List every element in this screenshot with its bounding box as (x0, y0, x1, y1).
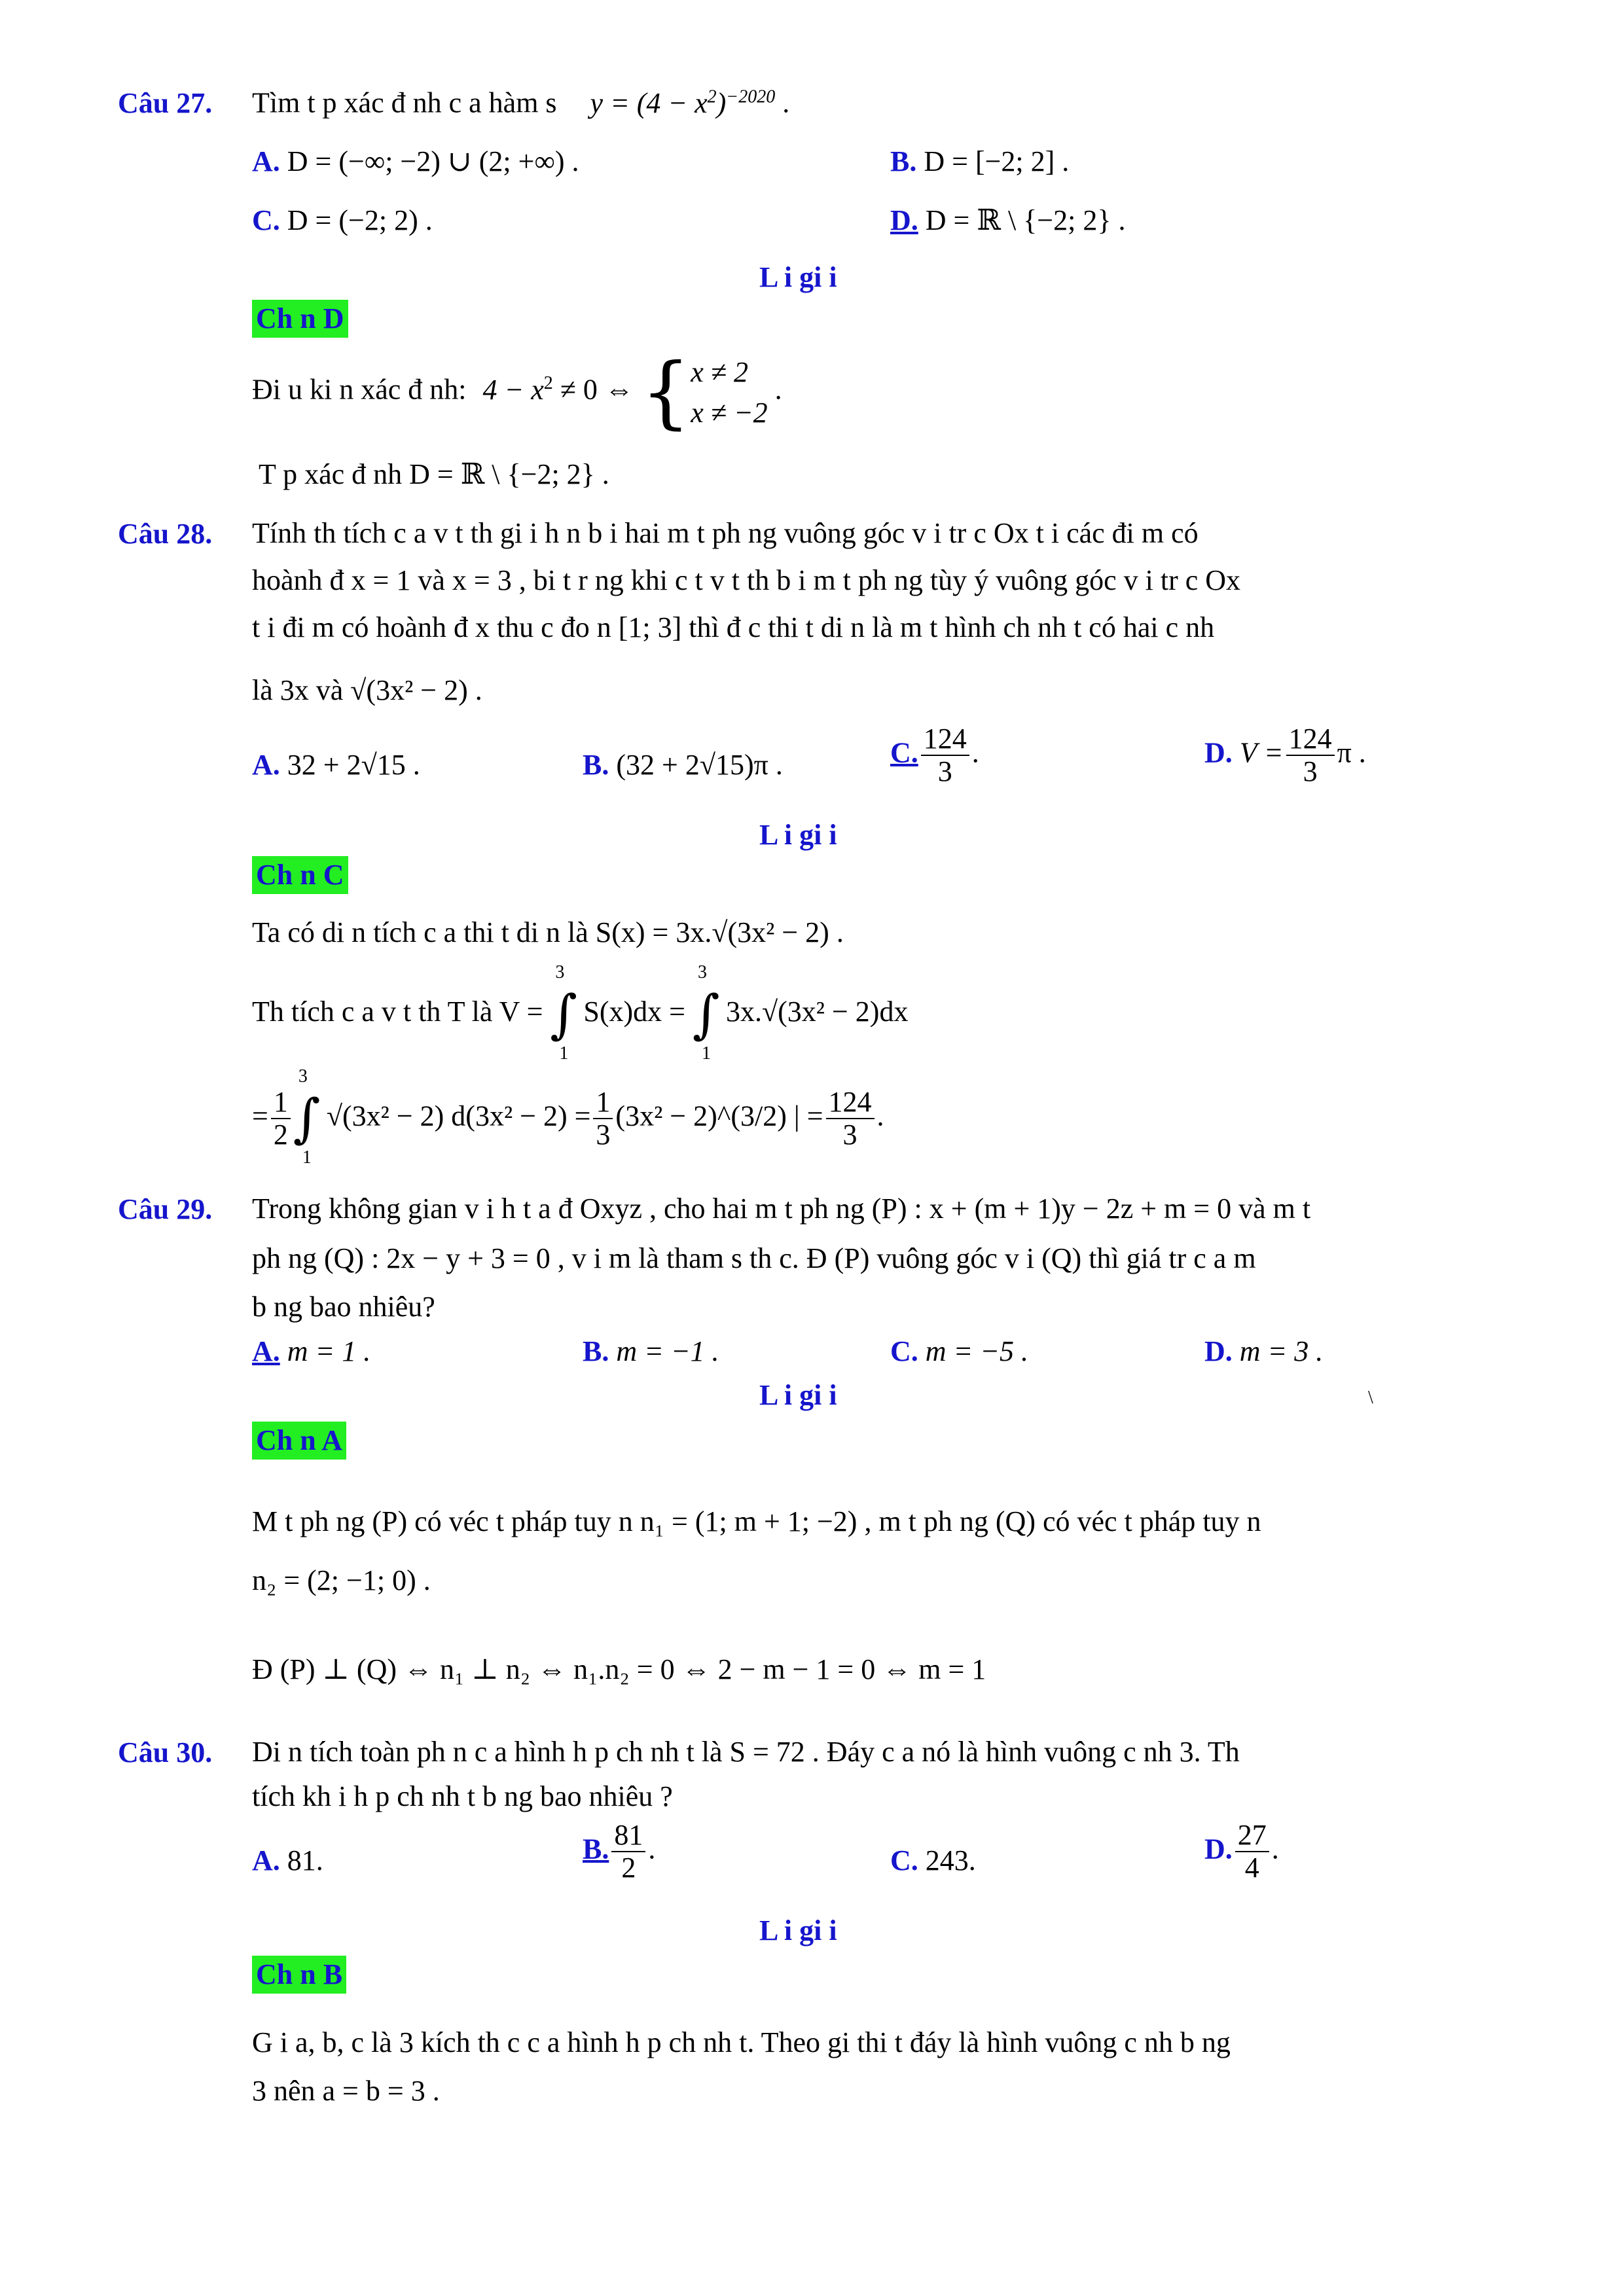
option-d-label: D. (890, 204, 918, 236)
q27-solution-condition: Đi u ki n xác đ nh: $4 - x^2 \ne 0$ ⇔ { x ≠ 2 x ≠ −2 . (252, 346, 782, 438)
q30-line-1: Di n tích toàn ph n c a hình h p ch nh t là S = 72 . Đáy c a nó là hình vuông c nh 3. Th (252, 1736, 1240, 1768)
question-30-label: Câu 30. (118, 1736, 213, 1768)
fraction-den: 3 (842, 1119, 857, 1151)
volume-end: 3x.√(3x² − 2)dx (726, 996, 909, 1028)
q30-option-b[interactable] (583, 1820, 655, 1884)
q28-line-2: hoành đ x = 1 và x = 3 , bi t r ng khi c t v t th b i m t ph ng tùy ý vuông góc v i tr c Ox (252, 564, 1241, 596)
integral-upper: 3 (555, 962, 565, 982)
option-b-label: B. (583, 1833, 609, 1865)
system-line-2: x ≠ −2 (691, 396, 768, 429)
option-b-text: D = [−2; 2] . (924, 145, 1070, 177)
system-line-1: x ≠ 2 (691, 356, 748, 388)
integral-lower: 1 (702, 1043, 711, 1064)
condition-expr: 4 − x (482, 373, 544, 406)
fraction-den: 2 (621, 1852, 636, 1884)
option-a-text: 81. (287, 1844, 323, 1876)
option-d-label: D. (1204, 1335, 1233, 1367)
option-d-post: . (1271, 1833, 1279, 1865)
q28-option-a[interactable] (252, 749, 420, 782)
fraction-num: 1 (593, 1086, 613, 1119)
q29-option-d[interactable] (1204, 1335, 1323, 1369)
fraction-den: 4 (1244, 1852, 1259, 1884)
q29-option-b[interactable] (583, 1335, 719, 1369)
q29-solution-line-2: n₂ = (2; −1; 0) . (252, 1564, 431, 1596)
q27-solution-domain: T p xác đ nh D = ℝ \ {−2; 2} . (259, 458, 609, 490)
option-b-text: m = −1 . (616, 1335, 719, 1367)
q30-solution-line-2: 3 nên a = b = 3 . (252, 2075, 440, 2107)
option-b-label: B. (583, 749, 609, 781)
option-b-label: B. (890, 145, 917, 177)
option-c-text: D = (−2; 2) . (287, 204, 433, 236)
option-d-fraction (1286, 723, 1335, 788)
option-c-text: m = −5 . (925, 1335, 1028, 1367)
fraction-den: 3 (1303, 755, 1318, 788)
q27-option-b[interactable] (890, 145, 1069, 179)
system (691, 352, 767, 433)
q28-solution-line-2 (252, 962, 909, 1064)
q30-solution-title: L i gi i (759, 1914, 837, 1946)
fraction-den: 3 (937, 755, 952, 788)
fraction-num: 27 (1235, 1820, 1269, 1852)
fraction-num: 124 (826, 1086, 875, 1119)
q30-option-d[interactable] (1204, 1820, 1279, 1884)
result-fraction (826, 1086, 875, 1151)
option-d-label: D. (1204, 1833, 1233, 1865)
option-d-post: π . (1337, 736, 1366, 769)
q28-answer-badge: Ch n C (252, 856, 348, 894)
q28-solution-line-3 (252, 1066, 884, 1168)
question-27-formula (590, 87, 776, 119)
option-d-pre: V = (1239, 736, 1284, 769)
q27-option-a[interactable] (252, 145, 579, 179)
fraction-num: 1 (271, 1086, 291, 1119)
question-27-stem-text: Tìm t p xác đ nh c a hàm s (252, 86, 557, 119)
volume-pre: Th tích c a v t th T là V = (252, 996, 543, 1028)
option-b-label: B. (583, 1335, 609, 1367)
formula-end: ) (716, 86, 727, 119)
q29-line-3: b ng bao nhiêu? (252, 1291, 435, 1323)
question-27-label: Câu 27. (118, 87, 213, 119)
fraction-num: 81 (611, 1820, 645, 1852)
option-a-text: 32 + 2√15 . (287, 749, 420, 781)
option-a-text: D = (−∞; −2) ∪ (2; +∞) . (287, 145, 579, 177)
formula-exp2: 2 (707, 86, 717, 107)
eq-2: = (806, 1100, 823, 1132)
option-b-text: (32 + 2√15)π . (616, 749, 783, 781)
q29-option-a[interactable] (252, 1335, 370, 1369)
formula-base: y = (4 − x (590, 86, 708, 119)
fraction-num: 124 (1286, 723, 1335, 756)
q30-option-a[interactable] (252, 1844, 323, 1878)
option-c-label: C. (890, 1335, 918, 1367)
formula-exp: −2020 (726, 86, 776, 107)
option-b-fraction (611, 1820, 645, 1884)
option-a-label: A. (252, 749, 280, 781)
fraction-den: 2 (273, 1119, 288, 1151)
integrand: √(3x² − 2) d(3x² − 2) = (326, 1100, 591, 1132)
half-fraction (271, 1086, 291, 1151)
q27-option-c[interactable] (252, 204, 433, 238)
q28-line-3: t i đi m có hoành đ x thu c đo n [1; 3] thì đ c thi t di n là m t hình ch nh t có hai c nh (252, 611, 1215, 643)
q29-line-1: Trong không gian v i h t a đ Oxyz , cho hai m t ph ng (P) : x + (m + 1)y − 2z + m = 0 và m t (252, 1193, 1311, 1225)
integral-upper: 3 (298, 1066, 308, 1087)
q30-option-c[interactable] (890, 1844, 976, 1878)
q28-option-d[interactable] (1204, 723, 1366, 788)
integral-lower: 1 (302, 1147, 312, 1168)
option-d-text: m = 3 . (1239, 1335, 1324, 1367)
stray-mark: \ (1368, 1388, 1373, 1408)
option-c-text: 243. (925, 1844, 976, 1876)
q28-solution-line-1: Ta có di n tích c a thi t di n là S(x) = 3x.√(3x² − 2) . (252, 916, 844, 948)
integral-sign: ∫ 3 1 (550, 962, 578, 1064)
option-c-label: C. (890, 736, 918, 769)
q29-solution-title: L i gi i (759, 1379, 837, 1411)
q29-option-c[interactable] (890, 1335, 1028, 1369)
q27-answer-badge: Ch n D (252, 300, 348, 338)
volume-mid: S(x)dx = (583, 996, 685, 1028)
option-d-text: D = ℝ \ {−2; 2} . (925, 204, 1126, 236)
fraction-num: 124 (921, 723, 969, 756)
option-c-label: C. (252, 204, 280, 236)
integral-sign-2: ∫ 3 1 (693, 962, 720, 1064)
third-fraction (593, 1086, 613, 1151)
q28-solution-title: L i gi i (759, 819, 837, 851)
option-a-text: m = 1 . (287, 1335, 371, 1367)
option-c-label: C. (890, 1844, 918, 1876)
option-b-post: . (648, 1833, 656, 1865)
system-brace: { (640, 346, 691, 438)
q27-option-d[interactable] (890, 204, 1125, 238)
option-d-label: D. (1204, 736, 1233, 769)
option-a-label: A. (252, 1335, 280, 1367)
q28-option-b[interactable] (583, 749, 783, 782)
option-a-label: A. (252, 145, 280, 177)
option-a-label: A. (252, 1844, 280, 1876)
question-29-label: Câu 29. (118, 1193, 213, 1225)
antiderivative: (3x² − 2)^(3/2) | (615, 1100, 800, 1132)
question-28-label: Câu 28. (118, 518, 213, 550)
q28-option-c[interactable]: C. $\frac{124}{3}$ . (890, 723, 979, 788)
q27-solution-title: L i gi i (759, 261, 837, 293)
integral-lower: 1 (559, 1043, 569, 1064)
condition-exp: 2 (543, 373, 553, 394)
q29-solution-line-3: Đ (P) ⊥ (Q) ⇔ n₁ ⊥ n₂ ⇔ n₁.n₂ = 0 ⇔ 2 − m − 1 = 0 ⇔ m = 1 (252, 1653, 986, 1685)
q28-line-1: Tính th tích c a v t th gi i h n b i hai m t ph ng vuông góc v i tr c Ox t i các đi m có (252, 517, 1199, 549)
option-c-fraction (921, 723, 969, 788)
q29-line-2: ph ng (Q) : 2x − y + 3 = 0 , v i m là tham s th c. Đ (P) vuông góc v i (Q) thì giá tr c a m (252, 1242, 1256, 1274)
eq: = (252, 1100, 268, 1132)
question-27-stem (252, 86, 789, 120)
q29-answer-badge: Ch n A (252, 1422, 346, 1460)
q29-solution-line-1: M t ph ng (P) có véc t pháp tuy n n₁ = (1; m + 1; −2) , m t ph ng (Q) có véc t pháp tuy n (252, 1505, 1261, 1537)
q30-solution-line-1: G i a, b, c là 3 kích th c c a hình h p ch nh t. Theo gi thi t đáy là hình vuông c nh b ng (252, 2026, 1231, 2058)
formula-dot: . (782, 86, 790, 119)
option-d-fraction (1235, 1820, 1269, 1884)
q28-line-4: là 3x và √(3x² − 2) . (252, 674, 482, 706)
condition-prefix: Đi u ki n xác đ nh: (252, 373, 467, 406)
q30-answer-badge: Ch n B (252, 1956, 346, 1994)
end-dot: . (876, 1100, 884, 1132)
integral-sign-3: ∫ 3 1 (293, 1066, 321, 1168)
fraction-den: 3 (596, 1119, 611, 1151)
condition-expr2: ≠ 0 ⇔ (552, 373, 634, 406)
integral-upper: 3 (698, 962, 707, 982)
q30-line-2: tích kh i h p ch nh t b ng bao nhiêu ? (252, 1780, 673, 1812)
